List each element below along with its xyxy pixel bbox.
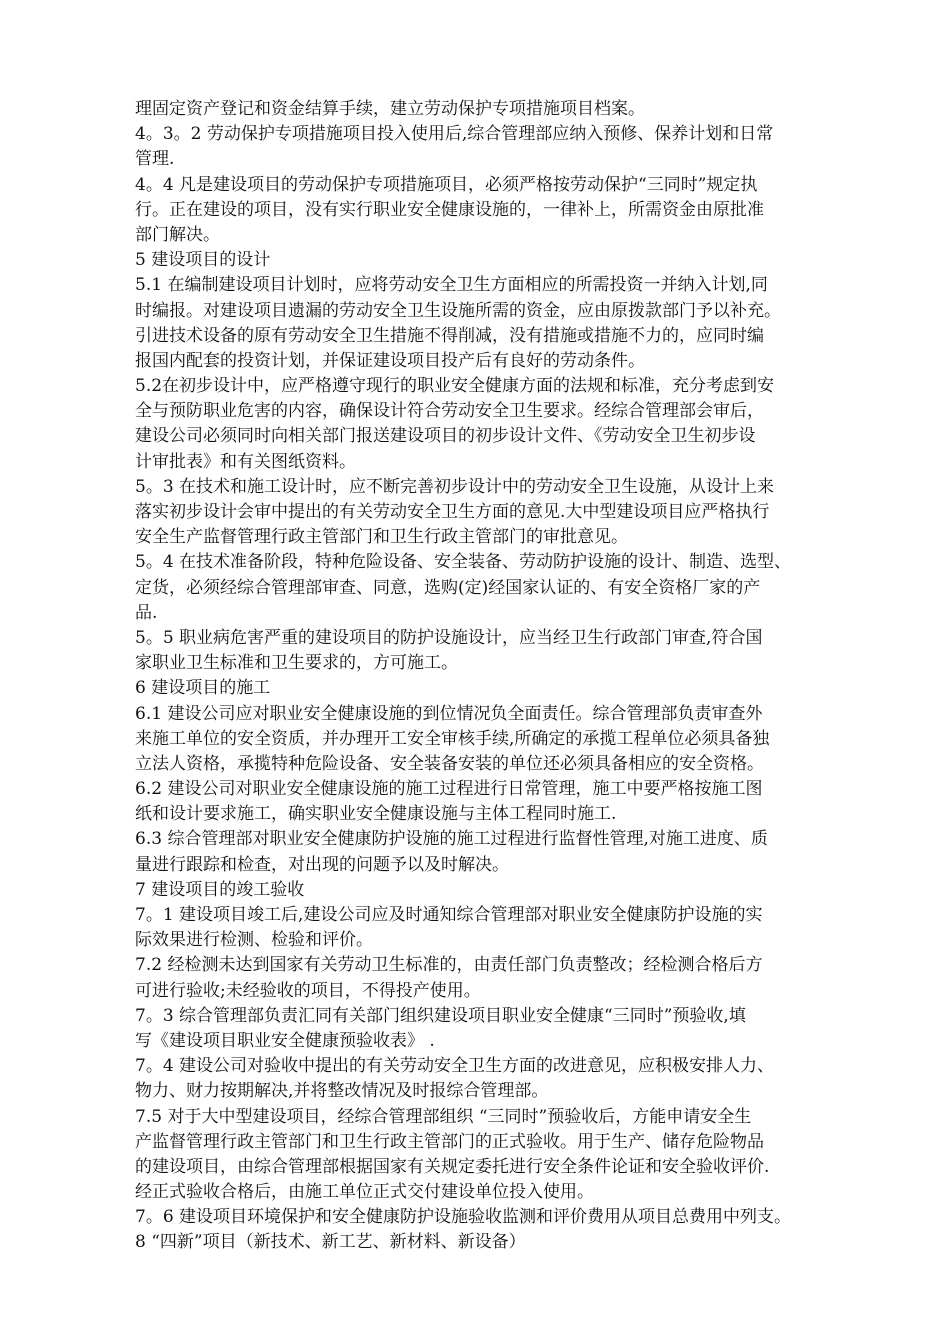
text-line: 7.2 经检测未达到国家有关劳动卫生标准的，由责任部门负责整改；经检测合格后方 xyxy=(135,955,763,976)
text-line: 建设公司必须同时向相关部门报送建设项目的初步设计文件、《劳动安全卫生初步设 xyxy=(135,426,756,447)
text-line: 5.2在初步设计中，应严格遵守现行的职业安全健康方面的法规和标准，充分考虑到安 xyxy=(135,376,775,397)
text-line: 产监督管理行政主管部门和卫生行政主管部门的正式验收。用于生产、储存危险物品 xyxy=(135,1131,764,1152)
text-line: 7。1 建设项目竣工后,建设公司应及时通知综合管理部对职业安全健康防护设施的实 xyxy=(135,905,763,925)
text-line: 安全生产监督管理行政主管部门和卫生行政主管部门的审批意见。 xyxy=(135,527,628,548)
text-line: 的建设项目，由综合管理部根据国家有关规定委托进行安全条件论证和安全验收评价. xyxy=(135,1156,770,1177)
text-line: 管理. xyxy=(135,149,175,170)
text-line: 品. xyxy=(135,602,158,623)
text-line: 可进行验收;未经验收的项目，不得投产使用。 xyxy=(135,980,481,1001)
text-line: 计审批表》和有关图纸资料。 xyxy=(135,451,356,472)
text-line: 量进行跟踪和检查，对出现的问题予以及时解决。 xyxy=(135,854,509,875)
text-line: 5。5 职业病危害严重的建设项目的防护设施设计，应当经卫生行政部门审查,符合国 xyxy=(135,627,763,648)
text-line: 报国内配套的投资计划，并保证建设项目投产后有良好的劳动条件。 xyxy=(135,350,645,371)
text-line: 5。4 在技术准备阶段，特种危险设备、安全装备、劳动防护设施的设计、制造、选型、 xyxy=(135,552,792,573)
text-line: 立法人资格，承揽特种危险设备、安全装备安装的单位还必须具备相应的安全资格。 xyxy=(135,753,764,774)
text-line: 4。3。2 劳动保护专项措施项目投入使用后,综合管理部应纳入预修、保养计划和日常 xyxy=(135,124,774,145)
text-line: 6 建设项目的施工 xyxy=(135,678,271,699)
document-body xyxy=(135,97,875,1256)
text-line: 经正式验收合格后，由施工单位正式交付建设单位投入使用。 xyxy=(135,1182,594,1203)
text-line: 际效果进行检测、检验和评价。 xyxy=(135,930,373,951)
text-line: 5。3 在技术和施工设计时，应不断完善初步设计中的劳动安全卫生设施，从设计上来 xyxy=(135,476,775,497)
text-line: 落实初步设计会审中提出的有关劳动安全卫生方面的意见.大中型建设项目应严格执行 xyxy=(135,502,770,522)
text-line: 纸和设计要求施工，确实职业安全健康设施与主体工程同时施工. xyxy=(135,804,617,825)
text-line: 4。4 凡是建设项目的劳动保护专项措施项目，必须严格按劳动保护“三同时”规定执 xyxy=(135,174,758,195)
text-line: 写《建设项目职业安全健康预验收表》 . xyxy=(135,1030,435,1051)
text-line: 7 建设项目的竣工验收 xyxy=(135,879,305,900)
text-line: 时编报。对建设项目遗漏的劳动安全卫生设施所需的资金，应由原拨款部门予以补充。 xyxy=(135,300,781,321)
text-line: 7。6 建设项目环境保护和安全健康防护设施验收监测和评价费用从项目总费用中列支。 xyxy=(135,1207,792,1228)
text-line: 7。4 建设公司对验收中提出的有关劳动安全卫生方面的改进意见，应积极安排人力、 xyxy=(135,1056,775,1077)
text-line: 8 “四新”项目（新技术、新工艺、新材料、新设备） xyxy=(135,1232,526,1253)
text-line: 全与预防职业危害的内容，确保设计符合劳动安全卫生要求。经综合管理部会审后， xyxy=(135,401,764,422)
text-line: 部门解决。 xyxy=(135,224,220,245)
text-line: 5 建设项目的设计 xyxy=(135,250,271,271)
text-line: 家职业卫生标准和卫生要求的，方可施工。 xyxy=(135,653,458,674)
text-line: 行。正在建设的项目，没有实行职业安全健康设施的，一律补上，所需资金由原批准 xyxy=(135,199,764,220)
text-line: 5.1 在编制建设项目计划时，应将劳动安全卫生方面相应的所需投资一并纳入计划,同 xyxy=(135,275,768,296)
text-line: 7。3 综合管理部负责汇同有关部门组织建设项目职业安全健康“三同时”预验收,填 xyxy=(135,1005,746,1026)
text-line: 6.3 综合管理部对职业安全健康防护设施的施工过程进行监督性管理,对施工进度、质 xyxy=(135,829,768,850)
text-line: 7.5 对于大中型建设项目，经综合管理部组织 “三同时”预验收后，方能申请安全生 xyxy=(135,1106,752,1127)
text-line: 来施工单位的安全资质，并办理开工安全审核手续,所确定的承揽工程单位必须具备独 xyxy=(135,728,770,749)
text-line: 6.1 建设公司应对职业安全健康设施的到位情况负全面责任。综合管理部负责审查外 xyxy=(135,703,763,724)
text-line: 引进技术设备的原有劳动安全卫生措施不得削减，没有措施或措施不力的，应同时编 xyxy=(135,325,764,346)
text-line: 6.2 建设公司对职业安全健康设施的施工过程进行日常管理，施工中要严格按施工图 xyxy=(135,779,763,800)
text-line: 理固定资产登记和资金结算手续，建立劳动保护专项措施项目档案。 xyxy=(135,99,645,119)
text-line: 定货，必须经综合管理部审查、同意，选购(定)经国家认证的、有安全资格厂家的产 xyxy=(135,577,761,598)
text-line: 物力、财力按期解决,并将整改情况及时报综合管理部。 xyxy=(135,1081,549,1102)
